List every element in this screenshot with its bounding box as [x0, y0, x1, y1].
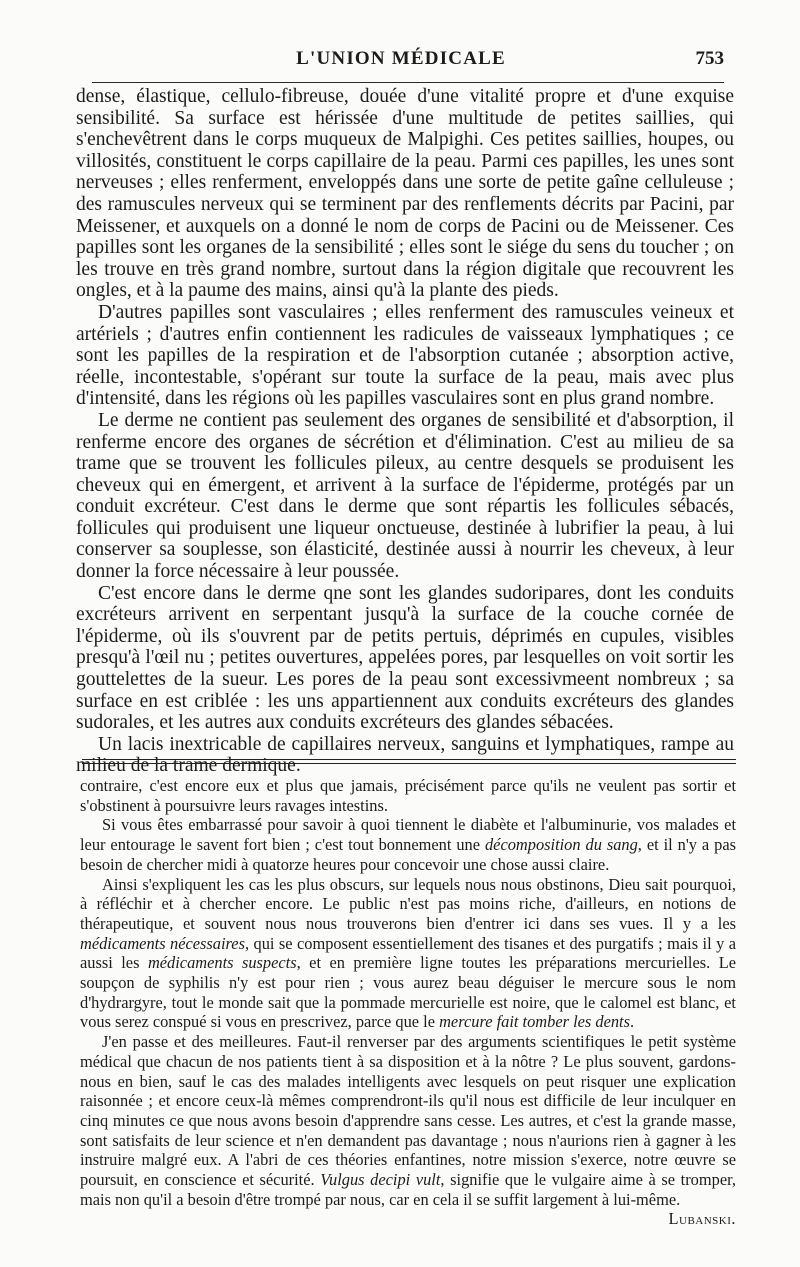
text-run: , et en première ligne toutes les préparations mercurielles. Le soupçon de syphilis n'y est pour rien ; vous aurez beau déguiser le mercure sous le nom d'hydrargyre, tout le monde sait que la pommade mercurielle est noire, que le calomel est blanc, et vous serez conspué si vous en prescrivez, parce que le — [80, 953, 736, 1032]
page-header — [76, 44, 726, 74]
feuilleton-paragraph: contraire, c'est encore eux et plus que jamais, précisément parce qu'ils ne veulent pas sortir et s'obstinent à poursuivre leurs ravages intestins. — [80, 776, 736, 815]
main-article-text — [76, 86, 734, 777]
feuilleton-paragraph — [80, 1032, 736, 1229]
text-run: Si vous êtes embarrassé pour savoir à quoi tiennent le diabète et l'albuminurie, vos malades et leur entourage le savent fort bien ; c'est tout bonnement une — [80, 815, 736, 855]
text-run: Ainsi s'expliquent les cas les plus obscurs, sur lequels nous nous obstinons, Dieu sait pourquoi, à réfléchir et à chercher encore. Le public n'est pas moins riche, d'ailleurs, en notions de thérapeutique, et souvent nous nous trouverons bien d'entrer ici dans ses vues. Il y a les — [80, 874, 736, 933]
article-paragraph: C'est encore dans le derme qne sont les glandes sudoripares, dont les conduits excréteurs arrivent en serpentant jusqu'à la surface de la couche cornée de l'épiderme, où ils s'ouvrent par de petits pertuis, déprimés en cupules, visibles presqu'à l'œil nu ; petites ouvertures, appelées pores, par lesquelles on voit sortir les gouttelettes de la sueur. Les pores de la peau sont excessivmeent nombreux ; sa surface en est criblée : les uns appartiennent aux conduits excréteurs des glandes sudorales, et les autres aux conduits excréteurs des glandes sébacées. — [76, 582, 734, 734]
text-run: , et il n'y a pas besoin de chercher midi à quatorze heures pour concevoir une chose aussi claire. — [80, 835, 736, 874]
text-run: , qui se composent essentiellement des tisanes et des purgatifs ; mais il y a aussi les — [80, 933, 737, 973]
header-rule — [92, 82, 724, 83]
feuilleton-divider-rule — [82, 759, 736, 764]
feuilleton-paragraph — [80, 875, 736, 1033]
text-run: , signifie que le vulgaire aime à se tromper, mais non qu'il a besoin d'être trompé par nous, car en cela il se suffit largement à lui-même. — [80, 1170, 736, 1209]
page-number: 753 — [695, 48, 724, 69]
feuilleton-paragraph — [80, 815, 736, 874]
italic-phrase: mercure fait tomber les dents — [439, 1012, 630, 1032]
running-title: L'UNION MÉDICALE — [296, 48, 506, 69]
italic-phrase: Vulgus decipi vult — [320, 1170, 441, 1190]
italic-phrase: décomposition du sang — [484, 835, 638, 855]
article-paragraph: Le derme ne contient pas seulement des organes de sensibilité et d'absorption, il renferme encore des organes de sécrétion et d'élimination. C'est au milieu de sa trame que se trouvent les follicules pileux, au centre desquels se produisent les cheveux qui en émergent, et arrivent à la surface de l'épiderme, protégés par un conduit excréteur. C'est dans le derme que sont répartis les follicules sébacés, follicules qui produisent une liqueur onctueuse, destinée à lubrifier la peau, à lui conserver sa souplesse, son élasticité, destinée aussi à nourrir les cheveux, à leur donner la force nécessaire à leur poussée. — [76, 409, 734, 583]
italic-phrase: médicaments nécessaires — [80, 933, 245, 953]
author-signature: Lubanski. — [668, 1209, 736, 1229]
text-run: J'en passe et des meilleures. Faut-il renverser par des arguments scientifiques le petit système médical que chacun de nos patients tient à sa disposition et à la nôtre ? Le plus souvent, gardons-nous en bien, sauf le cas des malades intelligents avec lesquels on peut risquer une explication raisonnée ; et encore ceux-là mêmes comprendront-ils qu'il nous est difficile de leur inculquer en cinq minutes ce que nous avons besoin d'apprendre sans cesse. Les autres, et c'est la grande masse, sont satisfaits de leur science et n'en demandent pas davantage ; nous n'aurions rien à gagner à les instruire malgré eux. A l'abri de ces théories enfantines, notre mission s'exerce, notre œuvre se poursuit, en conscience et sécurité. — [80, 1032, 736, 1190]
article-paragraph: D'autres papilles sont vasculaires ; elles renferment des ramuscules veineux et artériels ; d'autres enfin contiennent les radicules de vaisseaux lymphatiques ; ce sont les papilles de la respiration et de l'absorption cutanée ; absorption active, réelle, incontestable, s'opérant sur toute la surface de la peau, mais avec plus d'intensité, dans les régions où les papilles vasculaires sont en plus grand nombre. — [76, 301, 734, 410]
article-paragraph: Un lacis inextricable de capillaires nerveux, sanguins et lymphatiques, rampe au milieu de la trame dermique. — [76, 733, 734, 777]
feuilleton-text — [80, 776, 736, 1229]
text-run: . — [629, 1012, 635, 1032]
italic-phrase: médicaments suspects — [147, 953, 297, 973]
article-paragraph: dense, élastique, cellulo-fibreuse, douée d'une vitalité propre et d'une exquise sensibilité. Sa surface est hérissée d'une multitude de petites saillies, qui s'enchevêtrent dans le corps muqueux de Malpighi. Ces petites saillies, houpes, ou villosités, constituent le corps capillaire de la peau. Parmi ces papilles, les unes sont nerveuses ; elles renferment, enveloppés dans une sorte de petite gaîne celluleuse ; des ramuscules nerveux qui se terminent par des renflements décrits par Pacini, par Meissener, et auxquels on a donné le nom de corps de Pacini ou de Meissener. Ces papilles sont les organes de la sensibilité ; elles sont le siége du sens du toucher ; on les trouve en très grand nombre, surtout dans la région digitale que recouvrent les ongles, et à la paume des mains, ainsi qu'à la plante des pieds. — [76, 86, 734, 302]
